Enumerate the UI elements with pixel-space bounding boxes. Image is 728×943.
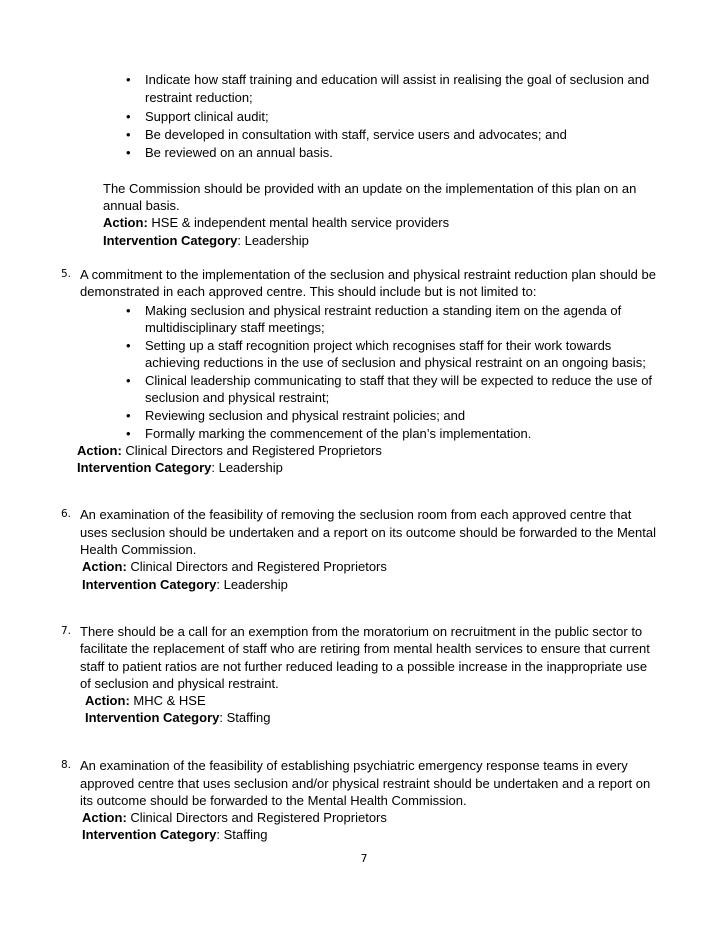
bullet-icon: • (126, 426, 131, 441)
item-number: 5. (61, 268, 72, 280)
action-value: Clinical Directors and Registered Proprietors (121, 443, 382, 458)
action-value: HSE & independent mental health service providers (147, 215, 450, 230)
bullet-icon: • (126, 373, 131, 388)
item-number: 7. (61, 625, 72, 637)
bullet-icon: • (126, 72, 131, 87)
bullet-text: Support clinical audit; (145, 109, 269, 124)
category-value: : Staffing (219, 710, 271, 725)
category-value: : Leadership (211, 460, 283, 475)
bullet-text: Formally marking the commencement of the plan’s implementation. (145, 426, 532, 441)
item-number: 8. (61, 759, 72, 771)
bullet-text: seclusion and physical restraint; (145, 390, 330, 405)
category-line (77, 459, 283, 476)
paragraph-line: There should be a call for an exemption from the moratorium on recruitment in the public sector to (80, 624, 643, 639)
bullet-icon: • (126, 145, 131, 160)
bullet-icon: • (126, 127, 131, 142)
category-label: Intervention Category (85, 710, 220, 725)
action-value: Clinical Directors and Registered Proprietors (126, 810, 387, 825)
paragraph-line: Health Commission. (80, 542, 197, 557)
bullet-text: Setting up a staff recognition project which recognises staff for their work towards (145, 338, 612, 353)
bullet-text: Indicate how staff training and education will assist in realising the goal of seclusion and (145, 72, 650, 87)
paragraph-line: annual basis. (103, 198, 180, 213)
paragraph-line: of seclusion and physical restraint. (80, 676, 279, 691)
paragraph-line: facilitate the replacement of staff who are retiring from mental health services to ensure that current (80, 641, 650, 656)
paragraph-line: uses seclusion should be undertaken and a report on its outcome should be forwarded to the Mental (80, 525, 656, 540)
action-line (82, 558, 387, 575)
bullet-text: Be developed in consultation with staff, service users and advocates; and (145, 127, 567, 142)
paragraph-line: The Commission should be provided with an update on the implementation of this plan on an (103, 181, 637, 196)
bullet-text: Clinical leadership communicating to staff that they will be expected to reduce the use of (145, 373, 653, 388)
category-label: Intervention Category (82, 577, 217, 592)
action-line (103, 214, 449, 231)
bullet-text: achieving reductions in the use of seclusion and physical restraint on an ongoing basis; (145, 355, 646, 370)
paragraph-line: demonstrated in each approved centre. This should include but is not limited to: (80, 284, 537, 299)
bullet-text: Making seclusion and physical restraint reduction a standing item on the agenda of (145, 303, 622, 318)
category-label: Intervention Category (77, 460, 212, 475)
action-label: Action: (103, 215, 148, 230)
paragraph-line: its outcome should be forwarded to the Mental Health Commission. (80, 793, 467, 808)
category-label: Intervention Category (82, 827, 217, 842)
action-label: Action: (82, 810, 127, 825)
paragraph-line: A commitment to the implementation of the seclusion and physical restraint reduction plan should be (80, 267, 656, 282)
action-label: Action: (82, 559, 127, 574)
paragraph-line: approved centre that uses seclusion and/or physical restraint should be undertaken and a report on (80, 776, 651, 791)
category-line (82, 576, 288, 593)
action-value: MHC & HSE (129, 693, 206, 708)
action-line (77, 442, 382, 459)
item-number: 6. (61, 508, 72, 520)
bullet-text: Reviewing seclusion and physical restraint policies; and (145, 408, 466, 423)
category-line (85, 709, 270, 726)
action-label: Action: (85, 693, 130, 708)
page-number: 7 (360, 852, 368, 865)
category-value: : Leadership (216, 577, 288, 592)
action-line (82, 809, 387, 826)
category-line (82, 826, 267, 843)
paragraph-line: An examination of the feasibility of establishing psychiatric emergency response teams in every (80, 758, 628, 773)
category-value: : Staffing (216, 827, 268, 842)
bullet-icon: • (126, 408, 131, 423)
paragraph-line: An examination of the feasibility of removing the seclusion room from each approved centre that (80, 507, 632, 522)
bullet-icon: • (126, 338, 131, 353)
bullet-icon: • (126, 303, 131, 318)
paragraph-line: staff to patient ratios are not further reduced leading to a possible increase in the inappropriate use (80, 659, 648, 674)
bullet-text: restraint reduction; (145, 90, 253, 105)
bullet-text: Be reviewed on an annual basis. (145, 145, 333, 160)
category-label: Intervention Category (103, 233, 238, 248)
bullet-text: multidisciplinary staff meetings; (145, 320, 325, 335)
bullet-icon: • (126, 109, 131, 124)
action-label: Action: (77, 443, 122, 458)
action-value: Clinical Directors and Registered Proprietors (126, 559, 387, 574)
action-line (85, 692, 206, 709)
category-value: : Leadership (237, 233, 309, 248)
category-line (103, 232, 309, 249)
